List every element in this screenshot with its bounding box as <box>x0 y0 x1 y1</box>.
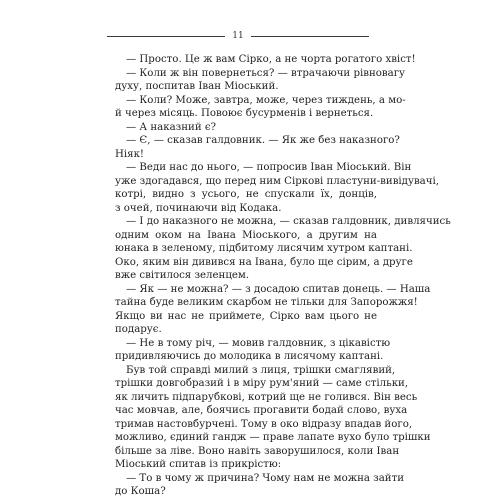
text-line: можливо, єдиний гандж — праве лапате вухо було трішки <box>115 432 431 443</box>
text-line: Міоський спитав із прикрістю: <box>115 459 282 470</box>
header-rule-left <box>107 36 225 37</box>
page-number: 11 <box>232 31 244 41</box>
text-line: — Є, — сказав галдовник. — Як же без наказного? <box>126 135 400 146</box>
text-line: й через місяць. Повоює бусурменів і вернеться. <box>115 108 374 119</box>
text-line: Ніяк! <box>115 148 145 160</box>
text-line: Якщо ви нас не приймете, Сірко вам цього не <box>115 310 377 322</box>
text-line: духу, поспитав Іван Міоський. <box>115 81 279 92</box>
text-line: — Як — не можна? — з досадою спитав донець. — Наша <box>126 283 431 295</box>
body-text <box>115 53 451 499</box>
text-line: з очей, починаючи від Кодака. <box>115 202 282 214</box>
text-line: — Веди нас до нього, — попросив Іван Міоський. Він <box>126 162 412 173</box>
text-line: тримав настовбурчені. Тому в око відразу впадав його, <box>115 418 413 430</box>
text-line: уже здогадався, що перед ним Сіркові пластуни-вивідувачі, <box>115 175 439 187</box>
text-line: — А наказний є? <box>126 121 217 133</box>
text-line: — Коли ж він повернеться? — втрачаючи рівновагу <box>126 67 406 79</box>
text-line: вже світилося зеленцем. <box>115 270 250 281</box>
text-line: придивляючись до молодика в лисячому каптані. <box>115 351 384 362</box>
header-rule-right <box>251 36 369 37</box>
text-line: — І до наказного не можна, — сказав галдовник, дивлячись <box>126 216 451 227</box>
text-line: час мовчав, але, боячись прогавити бодай слово, вуха <box>115 405 408 416</box>
text-line: — Просто. Це ж вам Сірко, а не чорта рогатого хвіст! <box>126 54 416 65</box>
text-line: — То в чому ж причина? Чому нам не можна зайти <box>126 472 405 484</box>
text-line: як личить підпарубкові, котрий ще не голився. Він весь <box>115 391 418 403</box>
text-line: котрі, видно з усього, не спускали їх, донців, <box>115 189 377 200</box>
text-line: Був той справді милий з лиця, трішки смаглявий, <box>126 364 396 376</box>
text-line: юнака в зеленому, підбитому лисячим хутром каптані. <box>115 243 413 254</box>
text-line: Око, яким він дивився на Івана, було ще сірим, а друге <box>115 256 413 268</box>
text-line: більше за ліве. Воно навіть заворушилося, коли Іван <box>115 445 400 457</box>
text-line: одним оком на Івана Міоського, а другим на <box>115 229 377 241</box>
text-line: до Коша? <box>115 486 166 497</box>
text-line: — Коли? Може, завтра, може, через тиждень, а мо- <box>126 94 406 106</box>
page-header <box>107 31 369 41</box>
text-line: подарує. <box>115 324 162 335</box>
text-line: трішки довгобразий і в міру рум'яний — саме стільки, <box>115 378 409 389</box>
text-line: — Не в тому річ, — мовив галдовник, з цікавістю <box>126 337 391 349</box>
text-line: тайна буде великим скарбом не тільки для Запорожжя! <box>115 297 418 308</box>
